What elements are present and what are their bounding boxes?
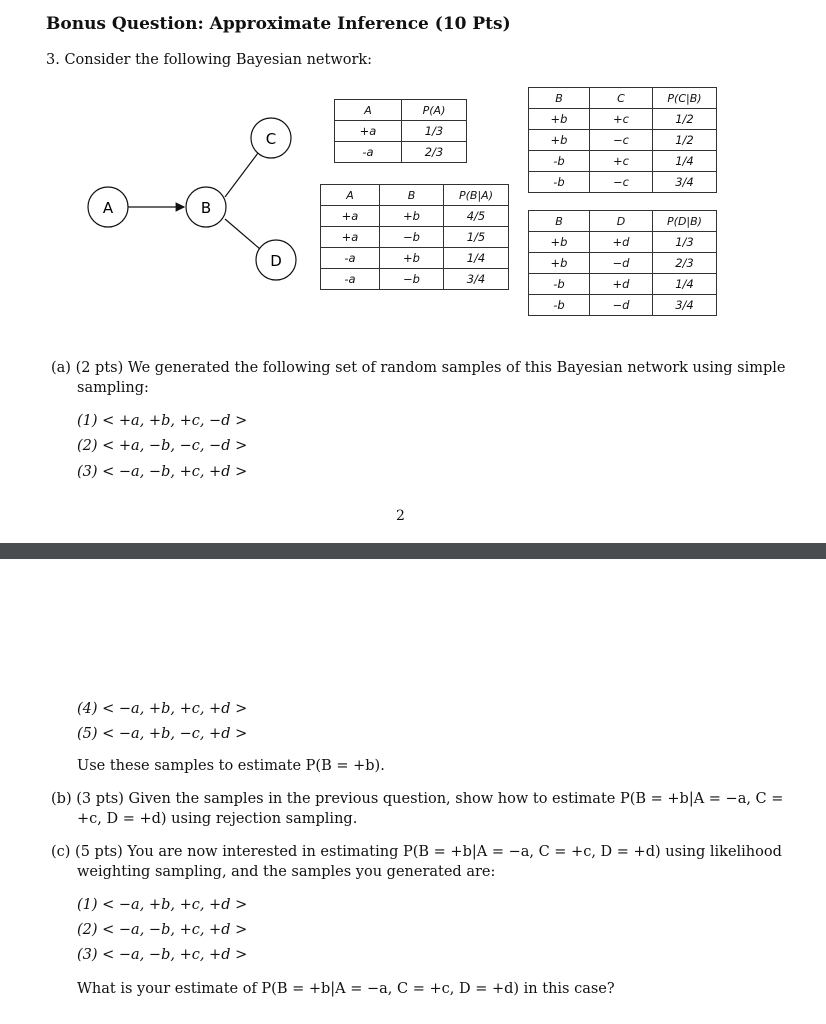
svg-text:A: A bbox=[102, 199, 114, 217]
table-cell: −d bbox=[590, 253, 653, 274]
table-cell: +b bbox=[380, 206, 444, 227]
node-d bbox=[256, 240, 296, 280]
part-b-text-cont: +c, D = +d) using rejection sampling. bbox=[77, 811, 358, 827]
table-cell: 3/4 bbox=[444, 269, 509, 290]
part-c-question: What is your estimate of P(B = +b|A = −a, C = +c, D = +d) in this case? bbox=[77, 981, 615, 997]
table-header: P(B|A) bbox=[444, 185, 509, 206]
part-c-text-cont: weighting sampling, and the samples you generated are: bbox=[77, 864, 496, 880]
table-cell: +a bbox=[321, 227, 380, 248]
sample-item: (1) < −a, +b, +c, +d > bbox=[77, 897, 248, 913]
part-c-text: (c) (5 pts) You are now interested in estimating P(B = +b|A = −a, C = +c, D = +d) using likelihood bbox=[51, 844, 782, 860]
svg-text:C: C bbox=[265, 130, 277, 148]
edge-b-c bbox=[225, 153, 258, 197]
sample-item: (4) < −a, +b, +c, +d > bbox=[77, 701, 248, 717]
page-number: 2 bbox=[396, 508, 405, 524]
table-cell: 3/4 bbox=[653, 295, 717, 316]
table-cell: -b bbox=[529, 172, 590, 193]
sample-item: (5) < −a, +b, −c, +d > bbox=[77, 726, 248, 742]
table-cell: +d bbox=[590, 232, 653, 253]
table-cell: +d bbox=[590, 274, 653, 295]
table-cell: -b bbox=[529, 151, 590, 172]
table-row bbox=[529, 295, 717, 316]
table-header: A bbox=[321, 185, 380, 206]
table-cell: +b bbox=[380, 248, 444, 269]
table-cell: −c bbox=[590, 172, 653, 193]
table-cell: +b bbox=[529, 109, 590, 130]
table-cell: -b bbox=[529, 274, 590, 295]
table-cell: +a bbox=[335, 121, 402, 142]
sample-item: (3) < −a, −b, +c, +d > bbox=[77, 947, 248, 963]
part-a-text: (a) (2 pts) We generated the following set of random samples of this Bayesian network using simple bbox=[51, 360, 786, 376]
table-cell: 3/4 bbox=[653, 172, 717, 193]
table-row bbox=[529, 130, 717, 151]
table-header: P(D|B) bbox=[653, 211, 717, 232]
table-row bbox=[335, 142, 467, 163]
table-cell: +b bbox=[529, 130, 590, 151]
table-row bbox=[529, 253, 717, 274]
sample-item: (1) < +a, +b, +c, −d > bbox=[77, 413, 248, 429]
bayes-network-diagram bbox=[80, 115, 310, 295]
node-a bbox=[88, 187, 128, 227]
cpt-table-pa bbox=[334, 99, 467, 163]
table-cell: −c bbox=[590, 130, 653, 151]
page-break-divider bbox=[0, 543, 826, 559]
table-cell: 1/2 bbox=[653, 130, 717, 151]
edge-b-d bbox=[225, 219, 260, 249]
table-cell: +b bbox=[529, 253, 590, 274]
table-row bbox=[335, 121, 467, 142]
table-header: P(C|B) bbox=[653, 88, 717, 109]
table-row bbox=[321, 227, 509, 248]
part-a-text-cont: sampling: bbox=[77, 380, 149, 396]
table-cell: +a bbox=[321, 206, 380, 227]
table-cell: 4/5 bbox=[444, 206, 509, 227]
table-header: D bbox=[590, 211, 653, 232]
table-cell: -a bbox=[321, 269, 380, 290]
table-cell: +c bbox=[590, 151, 653, 172]
table-header: A bbox=[335, 100, 402, 121]
table-cell: -a bbox=[335, 142, 402, 163]
table-cell: +b bbox=[529, 232, 590, 253]
table-cell: −d bbox=[590, 295, 653, 316]
table-cell: 1/2 bbox=[653, 109, 717, 130]
svg-text:D: D bbox=[270, 252, 282, 270]
table-cell: −b bbox=[380, 227, 444, 248]
table-cell: 1/4 bbox=[444, 248, 509, 269]
svg-text:B: B bbox=[200, 199, 212, 217]
table-row bbox=[529, 151, 717, 172]
node-c bbox=[251, 118, 291, 158]
sample-item: (3) < −a, −b, +c, +d > bbox=[77, 464, 248, 480]
table-header: B bbox=[529, 88, 590, 109]
table-cell: 1/4 bbox=[653, 151, 717, 172]
table-cell: −b bbox=[380, 269, 444, 290]
sample-item: (2) < −a, −b, +c, +d > bbox=[77, 922, 248, 938]
part-a-estimate: Use these samples to estimate P(B = +b). bbox=[77, 758, 385, 774]
table-header: B bbox=[529, 211, 590, 232]
table-cell: -a bbox=[321, 248, 380, 269]
table-row bbox=[321, 269, 509, 290]
part-b-text: (b) (3 pts) Given the samples in the previous question, show how to estimate P(B = +b|A = −a, C = bbox=[51, 791, 784, 807]
table-row bbox=[529, 172, 717, 193]
table-header: P(A) bbox=[402, 100, 467, 121]
table-cell: 1/3 bbox=[402, 121, 467, 142]
question-prompt: 3. Consider the following Bayesian network: bbox=[46, 52, 373, 68]
cpt-table-pdb bbox=[528, 210, 717, 316]
table-row bbox=[321, 248, 509, 269]
table-cell: 1/3 bbox=[653, 232, 717, 253]
table-header: C bbox=[590, 88, 653, 109]
cpt-table-pcb bbox=[528, 87, 717, 193]
sample-item: (2) < +a, −b, −c, −d > bbox=[77, 438, 248, 454]
table-cell: +c bbox=[590, 109, 653, 130]
table-cell: -b bbox=[529, 295, 590, 316]
table-row bbox=[321, 206, 509, 227]
table-row bbox=[529, 274, 717, 295]
table-cell: 1/4 bbox=[653, 274, 717, 295]
table-row bbox=[529, 232, 717, 253]
node-b bbox=[186, 187, 226, 227]
table-cell: 1/5 bbox=[444, 227, 509, 248]
cpt-table-pba bbox=[320, 184, 509, 290]
table-cell: 2/3 bbox=[402, 142, 467, 163]
table-row bbox=[529, 109, 717, 130]
page-title: Bonus Question: Approximate Inference (10 Pts) bbox=[46, 14, 511, 34]
table-cell: 2/3 bbox=[653, 253, 717, 274]
table-header: B bbox=[380, 185, 444, 206]
